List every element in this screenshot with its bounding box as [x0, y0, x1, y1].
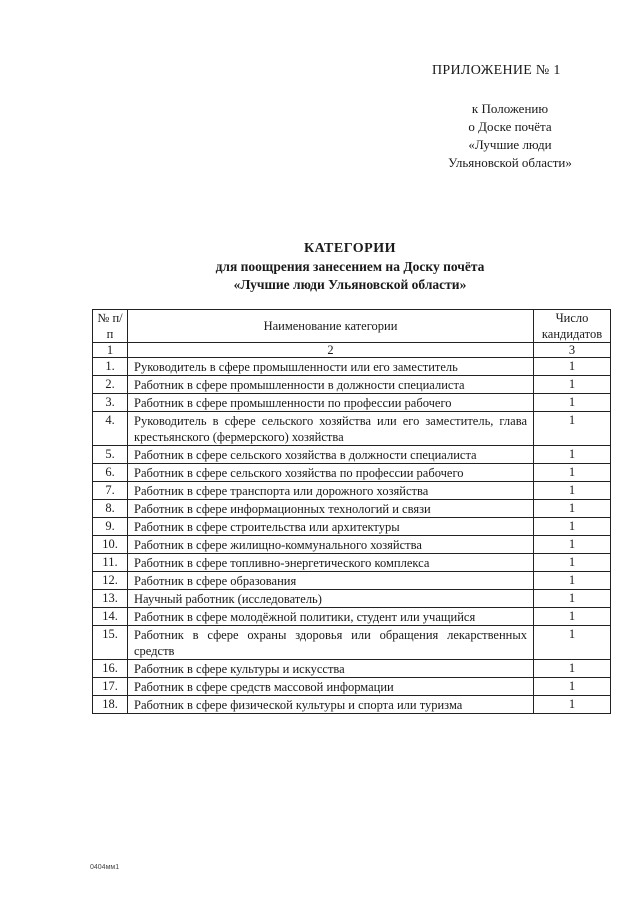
table-row: [93, 590, 611, 608]
candidate-count: 1: [534, 500, 611, 518]
category-name: Работник в сфере транспорта или дорожного хозяйства: [128, 482, 534, 500]
table-row: [93, 394, 611, 412]
candidate-count: 1: [534, 482, 611, 500]
candidate-count: 1: [534, 464, 611, 482]
table-header-row: [93, 310, 611, 343]
title-line: для поощрения занесением на Доску почёта: [215, 259, 485, 274]
index-row: [93, 343, 611, 358]
appendix-reference: [420, 100, 600, 172]
candidate-count: 1: [534, 678, 611, 696]
table-row: [93, 518, 611, 536]
table-row: [93, 482, 611, 500]
row-number: 12.: [93, 572, 128, 590]
candidate-count: 1: [534, 376, 611, 394]
category-name: Работник в сфере физической культуры и спорта или туризма: [128, 696, 534, 714]
row-number: 1.: [93, 358, 128, 376]
category-name: Работник в сфере жилищно-коммунального хозяйства: [128, 536, 534, 554]
candidate-count: 1: [534, 536, 611, 554]
row-number: 14.: [93, 608, 128, 626]
categories-table: [92, 309, 611, 714]
table-row: [93, 554, 611, 572]
index-cell: 1: [93, 343, 128, 358]
candidate-count: 1: [534, 660, 611, 678]
row-number: 3.: [93, 394, 128, 412]
appendix-label: ПРИЛОЖЕНИЕ № 1: [432, 63, 561, 78]
candidate-count: 1: [534, 518, 611, 536]
category-name: Руководитель в сфере промышленности или его заместитель: [128, 358, 534, 376]
candidate-count: 1: [534, 412, 611, 446]
candidate-count: 1: [534, 696, 611, 714]
reference-line: к Положению: [471, 101, 549, 116]
title-line: «Лучшие люди Ульяновской области»: [233, 277, 467, 292]
reference-line: Ульяновской области»: [448, 155, 572, 170]
category-name: Работник в сфере промышленности в должности специалиста: [128, 376, 534, 394]
table-row: [93, 500, 611, 518]
table-row: [93, 412, 611, 446]
category-name: Работник в сфере образования: [128, 572, 534, 590]
candidate-count: 1: [534, 590, 611, 608]
candidate-count: 1: [534, 446, 611, 464]
row-number: 5.: [93, 446, 128, 464]
row-number: 9.: [93, 518, 128, 536]
category-name: Работник в сфере промышленности по профессии рабочего: [128, 394, 534, 412]
category-name: Работник в сфере топливно-энергетического комплекса: [128, 554, 534, 572]
table-row: [93, 572, 611, 590]
table-row: [93, 464, 611, 482]
table-row: [93, 376, 611, 394]
table-row: [93, 696, 611, 714]
row-number: 10.: [93, 536, 128, 554]
candidate-count: 1: [534, 626, 611, 660]
index-cell: 2: [128, 343, 534, 358]
candidate-count: 1: [534, 358, 611, 376]
row-number: 17.: [93, 678, 128, 696]
category-name: Работник в сфере строительства или архитектуры: [128, 518, 534, 536]
category-name: Научный работник (исследователь): [128, 590, 534, 608]
reference-line: «Лучшие люди: [468, 137, 552, 152]
candidate-count: 1: [534, 572, 611, 590]
table-row: [93, 626, 611, 660]
header-count: Число кандидатов: [534, 310, 611, 343]
category-name: Работник в сфере сельского хозяйства в должности специалиста: [128, 446, 534, 464]
category-name: Работник в сфере информационных технологий и связи: [128, 500, 534, 518]
index-cell: 3: [534, 343, 611, 358]
category-name: Работник в сфере охраны здоровья или обращения лекарственных средств: [128, 626, 534, 660]
category-name: Работник в сфере сельского хозяйства по профессии рабочего: [128, 464, 534, 482]
footer-code: 0404мм1: [90, 864, 120, 871]
title-main: КАТЕГОРИИ: [304, 241, 396, 256]
row-number: 15.: [93, 626, 128, 660]
row-number: 2.: [93, 376, 128, 394]
row-number: 4.: [93, 412, 128, 446]
row-number: 16.: [93, 660, 128, 678]
category-name: Работник в сфере молодёжной политики, студент или учащийся: [128, 608, 534, 626]
table-row: [93, 536, 611, 554]
table-row: [93, 660, 611, 678]
table-row: [93, 678, 611, 696]
reference-line: о Доске почёта: [468, 119, 552, 134]
category-name: Работник в сфере средств массовой информации: [128, 678, 534, 696]
row-number: 18.: [93, 696, 128, 714]
document-title: [140, 240, 560, 294]
table-row: [93, 358, 611, 376]
candidate-count: 1: [534, 554, 611, 572]
header-num: № п/п: [93, 310, 128, 343]
row-number: 7.: [93, 482, 128, 500]
table-row: [93, 608, 611, 626]
table-row: [93, 446, 611, 464]
row-number: 11.: [93, 554, 128, 572]
candidate-count: 1: [534, 394, 611, 412]
candidate-count: 1: [534, 608, 611, 626]
row-number: 8.: [93, 500, 128, 518]
row-number: 13.: [93, 590, 128, 608]
category-name: Руководитель в сфере сельского хозяйства или его заместитель, глава крестьянского (фермерского) хозяйства: [128, 412, 534, 446]
category-name: Работник в сфере культуры и искусства: [128, 660, 534, 678]
header-name: Наименование категории: [128, 310, 534, 343]
row-number: 6.: [93, 464, 128, 482]
